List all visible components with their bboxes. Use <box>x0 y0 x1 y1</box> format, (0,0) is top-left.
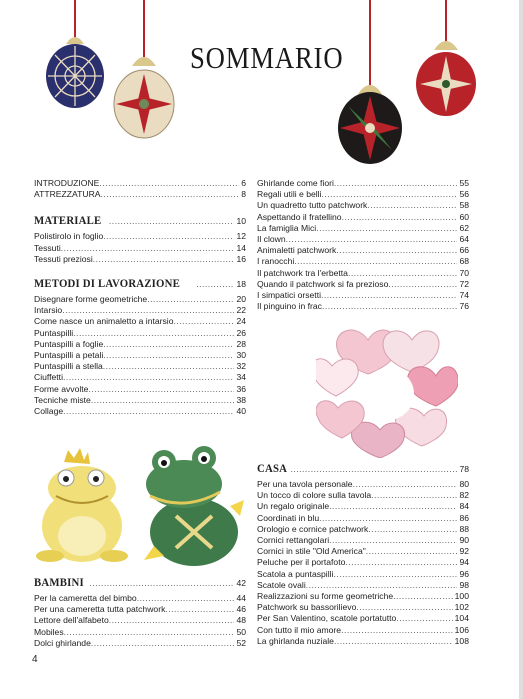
ornament-red-icon <box>410 0 482 130</box>
toc-entry[interactable]: I simpatici orsetti ..... 74 <box>257 290 469 301</box>
toc-entry[interactable]: Collage ..... 40 <box>34 406 246 417</box>
section-heading-bambini[interactable]: BAMBINI ..... 42 <box>34 574 246 591</box>
toc-entry[interactable]: I ranocchi ..... 68 <box>257 256 469 267</box>
toc-entry[interactable]: Mobiles ..... 50 <box>34 627 246 638</box>
toc-entry[interactable]: Cornici in stile "Old America" ..... 92 <box>257 546 469 557</box>
toc-entry[interactable]: Un tocco di colore sulla tavola ..... 82 <box>257 490 469 501</box>
toc-entry[interactable]: Puntaspilli a foglie ..... 28 <box>34 339 246 350</box>
toc-entry[interactable]: La famiglia Mici ..... 62 <box>257 223 469 234</box>
page-edge-divider <box>519 0 523 699</box>
toc-entry[interactable]: Cornici rettangolari ..... 90 <box>257 535 469 546</box>
toc-entry[interactable]: INTRODUZIONE ..... 6 <box>34 178 246 189</box>
toc-entry[interactable]: Dolci ghirlande ..... 52 <box>34 638 246 649</box>
toc-entry[interactable]: Per San Valentino, scatole portatutto ..... 104 <box>257 613 469 624</box>
toc-entry[interactable]: Con tutto il mio amore ..... 106 <box>257 625 469 636</box>
toc-entry[interactable]: Puntaspilli ..... 26 <box>34 328 246 339</box>
toc-right-column <box>257 178 469 312</box>
toc-entry[interactable]: Come nasce un animaletto a intarsio ..... 24 <box>34 316 246 327</box>
toc-entry[interactable]: Lettore dell'alfabeto ..... 48 <box>34 615 246 626</box>
toc-entry[interactable]: Intarsio ..... 22 <box>34 305 246 316</box>
toc-entry[interactable]: Tecniche miste ..... 38 <box>34 395 246 406</box>
toc-left-column <box>34 178 246 417</box>
toc-entry[interactable]: Forme avvolte ..... 36 <box>34 384 246 395</box>
section-heading-materiale[interactable]: MATERIALE ..... 10 <box>34 212 246 229</box>
toc-entry[interactable]: Tessuti ..... 14 <box>34 243 246 254</box>
section-heading-casa[interactable]: CASA ..... 78 <box>257 460 469 477</box>
frogs-photo <box>34 436 246 568</box>
section-heading-metodi[interactable]: METODI DI LAVORAZIONE ..... 18 <box>34 275 246 292</box>
toc-right-bottom <box>257 454 469 647</box>
toc-entry[interactable]: Disegnare forme geometriche ..... 20 <box>34 294 246 305</box>
toc-entry[interactable]: Scatola a puntaspilli ..... 96 <box>257 569 469 580</box>
toc-entry[interactable]: Per una cameretta tutta patchwork ..... 46 <box>34 604 246 615</box>
toc-entry[interactable]: Scatole ovali ..... 98 <box>257 580 469 591</box>
toc-entry[interactable]: ATTREZZATURA ..... 8 <box>34 189 246 200</box>
toc-entry[interactable]: Ciuffetti ..... 34 <box>34 372 246 383</box>
page-title: SOMMARIO <box>190 40 344 75</box>
toc-entry[interactable]: Puntaspilli a stella ..... 32 <box>34 361 246 372</box>
toc-entry[interactable]: Animaletti patchwork ..... 66 <box>257 245 469 256</box>
green-frog-icon <box>144 446 244 566</box>
toc-entry[interactable]: Il patchwork tra l'erbetta ..... 70 <box>257 268 469 279</box>
toc-entry[interactable]: Il pinguino in frac ..... 76 <box>257 301 469 312</box>
toc-entry[interactable]: Peluche per il portafoto ..... 94 <box>257 557 469 568</box>
page-number: 4 <box>32 654 38 665</box>
toc-entry[interactable]: Un regalo originale ..... 84 <box>257 501 469 512</box>
toc-entry[interactable]: Realizzazioni su forme geometriche ..... 100 <box>257 591 469 602</box>
toc-entry[interactable]: La ghirlanda nuziale ..... 108 <box>257 636 469 647</box>
toc-entry[interactable]: Coordinati in blu ..... 86 <box>257 513 469 524</box>
toc-entry[interactable]: Ghirlande come fiori ..... 55 <box>257 178 469 189</box>
ornament-black-icon <box>330 0 410 170</box>
toc-entry[interactable]: Un quadretto tutto patchwork ..... 58 <box>257 200 469 211</box>
toc-entry[interactable]: Puntaspilli a petali ..... 30 <box>34 350 246 361</box>
heart-wreath-photo <box>316 318 458 458</box>
toc-entry[interactable]: Patchwork su bassorilievo ..... 102 <box>257 602 469 613</box>
ornament-blue-icon <box>40 0 110 110</box>
toc-entry[interactable]: Tessuti preziosi ..... 16 <box>34 254 246 265</box>
yellow-frog-icon <box>36 448 128 562</box>
ornament-cream-icon <box>108 0 178 140</box>
toc-left-bottom <box>34 568 246 649</box>
toc-entry[interactable]: Aspettando il fratellino ..... 60 <box>257 212 469 223</box>
toc-entry[interactable]: Regali utili e belli ..... 56 <box>257 189 469 200</box>
toc-entry[interactable]: Quando il patchwork si fa prezioso ..... 72 <box>257 279 469 290</box>
toc-entry[interactable]: Orologio e cornice patchwork ..... 88 <box>257 524 469 535</box>
toc-entry[interactable]: Per una tavola personale ..... 80 <box>257 479 469 490</box>
toc-entry[interactable]: Per la cameretta del bimbo ..... 44 <box>34 593 246 604</box>
toc-entry[interactable]: Il clown ..... 64 <box>257 234 469 245</box>
toc-entry[interactable]: Polistirolo in foglio ..... 12 <box>34 231 246 242</box>
